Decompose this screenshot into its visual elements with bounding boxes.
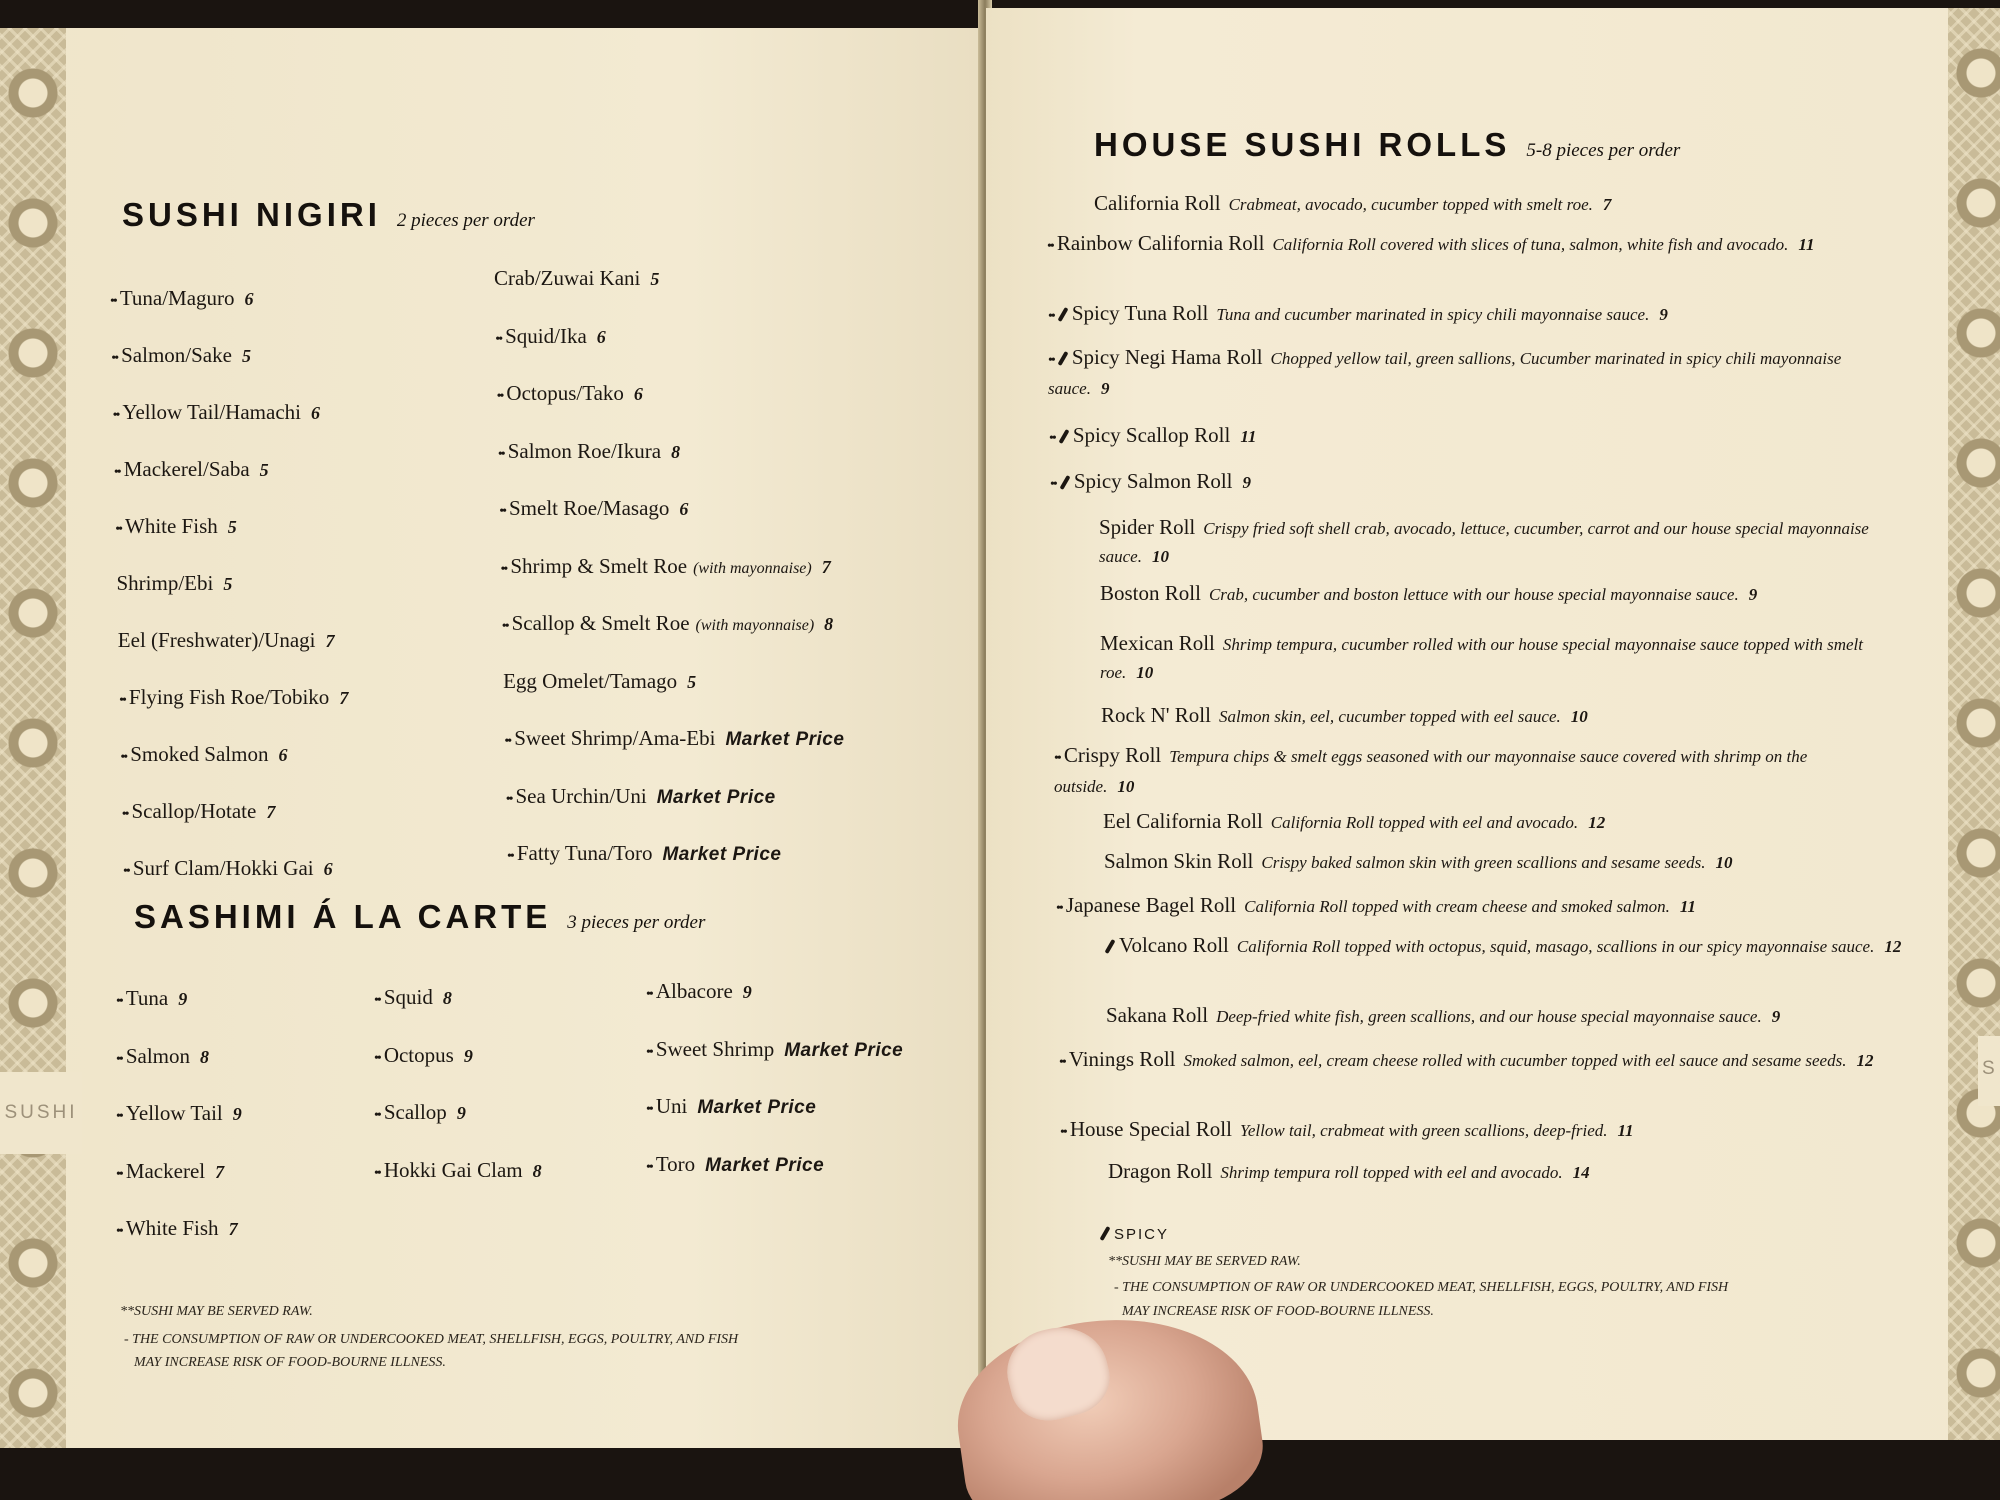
nigiri-title: SUSHI NIGIRI [122, 196, 381, 233]
item-name: Scallop/Hotate [131, 799, 257, 823]
item-price: 7 [325, 631, 335, 651]
rolls-subtitle: 5-8 pieces per order [1526, 140, 1681, 161]
spicy-legend [1100, 1226, 1169, 1243]
menu-item [494, 266, 659, 291]
left-footnote-warning-2: MAY INCREASE RISK OF FOOD-BOURNE ILLNESS. [134, 1355, 446, 1370]
raw-marker: •• [116, 1166, 122, 1182]
raw-marker: •• [121, 807, 128, 822]
roll-description: Tuna and cucumber marinated in spicy chili mayonnaise sauce. [1216, 305, 1650, 324]
roll-item [1103, 808, 1923, 836]
item-name: Squid [383, 985, 433, 1009]
menu-item [119, 685, 348, 710]
roll-item [1050, 468, 1870, 498]
roll-name: Crispy Roll [1063, 743, 1162, 767]
item-price: 7 [339, 688, 349, 708]
raw-marker: •• [507, 849, 513, 864]
ornamental-border-left [0, 28, 66, 1448]
raw-marker: •• [119, 693, 125, 708]
raw-marker: •• [1056, 901, 1062, 916]
menu-item [504, 726, 844, 751]
roll-item [1100, 630, 1920, 686]
roll-price: 12 [1856, 1051, 1874, 1070]
raw-marker: •• [1050, 477, 1056, 492]
item-name: Sea Urchin/Uni [515, 783, 647, 808]
roll-name: Spider Roll [1099, 515, 1196, 539]
roll-price: 9 [1659, 305, 1668, 324]
roll-price: 10 [1715, 853, 1733, 872]
roll-price: 10 [1151, 547, 1169, 566]
item-name: Salmon [125, 1043, 190, 1068]
chili-icon [1057, 307, 1068, 322]
item-price: 9 [463, 1045, 473, 1066]
roll-item [1049, 422, 1869, 452]
raw-marker: •• [116, 1224, 122, 1239]
raw-marker: •• [1048, 309, 1054, 324]
raw-marker: •• [646, 1044, 652, 1060]
menu-item [122, 799, 276, 824]
item-name: Surf Clam/Hokki Gai [132, 856, 314, 880]
menu-item [114, 457, 269, 482]
raw-marker: •• [1047, 239, 1053, 254]
roll-item [1099, 514, 1919, 570]
roll-name: California Roll [1094, 191, 1221, 215]
raw-marker: •• [374, 993, 380, 1008]
sashimi-title: SASHIMI Á LA CARTE [134, 898, 552, 935]
item-price: Market Price [656, 786, 776, 808]
raw-marker: •• [115, 522, 121, 537]
item-name: Uni [655, 1094, 688, 1118]
menu-item [116, 1101, 242, 1126]
menu-item [374, 985, 452, 1010]
roll-item [1108, 1158, 1928, 1186]
chili-icon [1105, 939, 1116, 954]
raw-marker: •• [120, 750, 127, 765]
item-price: Market Price [697, 1097, 817, 1118]
roll-name: Rock N' Roll [1101, 703, 1211, 727]
raw-marker: •• [1060, 1125, 1066, 1140]
menu-item [498, 439, 680, 464]
item-price: 6 [596, 326, 606, 347]
menu-item [507, 841, 781, 866]
menu-item [497, 381, 643, 406]
roll-item [1047, 230, 1867, 260]
roll-item [1105, 932, 1925, 960]
roll-item [1048, 344, 1868, 402]
menu-item [646, 1152, 824, 1177]
menu-item [506, 784, 776, 809]
menu-item [111, 343, 251, 368]
item-price: 5 [223, 574, 233, 594]
menu-item [113, 400, 320, 425]
item-name: Smoked Salmon [130, 742, 269, 766]
roll-price: 11 [1798, 235, 1815, 254]
item-name: White Fish [125, 1216, 219, 1240]
menu-page-left [0, 28, 982, 1448]
item-name: Crab/Zuwai Kani [494, 266, 641, 290]
roll-price: 14 [1572, 1163, 1590, 1182]
item-note: (with mayonnaise) [695, 617, 815, 634]
raw-marker: •• [505, 791, 512, 807]
item-name: Squid/Ika [505, 323, 587, 348]
menu-item [501, 554, 831, 579]
item-name: Shrimp/Ebi [116, 571, 214, 595]
menu-item [374, 1100, 466, 1125]
raw-marker: •• [112, 408, 119, 423]
item-price: 7 [821, 556, 831, 577]
roll-description: Crabmeat, avocado, cucumber topped with smelt roe. [1228, 195, 1593, 214]
roll-description: Deep-fried white fish, green scallions, and our house special mayonnaise sauce. [1216, 1007, 1762, 1026]
item-price: Market Price [784, 1039, 904, 1061]
right-footnote-warning-2: MAY INCREASE RISK OF FOOD-BOURNE ILLNESS. [1122, 1304, 1434, 1319]
item-price: 8 [824, 614, 834, 634]
menu-item [117, 571, 233, 596]
menu-item [374, 1158, 542, 1183]
roll-price: 11 [1617, 1121, 1634, 1140]
roll-description: Yellow tail, crabmeat with green scallions, deep-fried. [1239, 1121, 1608, 1140]
raw-marker: •• [111, 351, 118, 366]
roll-item [1054, 742, 1874, 800]
chili-icon [1059, 475, 1070, 490]
item-price: 6 [244, 289, 254, 309]
raw-marker: •• [374, 1165, 380, 1181]
menu-item [115, 514, 237, 539]
raw-marker: •• [1054, 751, 1060, 766]
roll-name: Mexican Roll [1100, 631, 1215, 655]
item-name: Mackerel [125, 1158, 206, 1183]
item-name: Yellow Tail/Hamachi [122, 400, 301, 424]
roll-name: Japanese Bagel Roll [1065, 893, 1237, 917]
side-tab-right: S [1978, 1036, 2000, 1106]
raw-marker: •• [1059, 1055, 1065, 1070]
menu-item [123, 856, 333, 881]
item-price: 6 [633, 384, 643, 404]
left-footnote-warning-1: - THE CONSUMPTION OF RAW OR UNDERCOOKED MEAT, SHELLFISH, EGGS, POULTRY, AND FISH [124, 1332, 739, 1347]
roll-price: 10 [1117, 777, 1135, 796]
raw-marker: •• [374, 1050, 380, 1066]
roll-name: Dragon Roll [1108, 1159, 1213, 1183]
roll-name: House Special Roll [1069, 1117, 1232, 1141]
item-price: 6 [310, 403, 320, 423]
roll-price: 11 [1679, 897, 1696, 916]
item-price: 5 [687, 671, 697, 692]
menu-item [646, 979, 752, 1004]
rolls-heading [1094, 126, 1680, 164]
roll-description: California Roll topped with cream cheese and smoked salmon. [1244, 897, 1670, 916]
roll-item [1059, 1046, 1879, 1076]
roll-description: Crispy fried soft shell crab, avocado, lettuce, cucumber, carrot and our house special mayonnaise sauce. [1099, 519, 1869, 566]
item-price: Market Price [725, 729, 845, 750]
item-price: 5 [227, 517, 237, 537]
menu-item [499, 496, 688, 521]
roll-name: Boston Roll [1100, 581, 1201, 605]
roll-item [1060, 1116, 1880, 1146]
item-name: Smelt Roe/Masago [509, 496, 670, 520]
roll-description: Shrimp tempura roll topped with eel and avocado. [1220, 1163, 1563, 1182]
raw-marker: •• [1048, 353, 1054, 368]
spicy-legend-label: SPICY [1114, 1226, 1170, 1243]
item-name: Tuna/Maguro [119, 286, 235, 310]
roll-item [1101, 702, 1921, 730]
roll-price: 10 [1570, 707, 1588, 726]
nigiri-heading [122, 196, 535, 234]
roll-price: 9 [1242, 473, 1251, 492]
roll-description: Chopped yellow tail, green sallions, Cucumber marinated in spicy chili mayonnaise sauce. [1048, 349, 1842, 398]
roll-price: 9 [1771, 1007, 1781, 1026]
item-price: 9 [178, 989, 188, 1009]
raw-marker: •• [646, 1159, 652, 1175]
roll-name: Salmon Skin Roll [1104, 849, 1254, 873]
item-price: 8 [532, 1160, 542, 1181]
raw-marker: •• [501, 619, 508, 634]
raw-marker: •• [496, 389, 503, 404]
raw-marker: •• [116, 1051, 122, 1067]
roll-name: Rainbow California Roll [1056, 231, 1265, 255]
menu-page-right [986, 8, 2000, 1440]
chili-icon [1058, 429, 1069, 444]
item-name: Egg Omelet/Tamago [503, 668, 678, 693]
roll-description: Smoked salmon, eel, cream cheese rolled with cucumber topped with eel sauce and sesame seeds. [1183, 1051, 1847, 1070]
raw-marker: •• [499, 504, 505, 519]
chili-icon [1057, 351, 1068, 366]
roll-item [1106, 1002, 1926, 1030]
menu-item [646, 1037, 903, 1062]
menu-item [503, 669, 696, 694]
menu-item [374, 1043, 473, 1068]
roll-price: 12 [1884, 937, 1902, 956]
menu-item [116, 1044, 209, 1069]
chili-icon [1100, 1226, 1111, 1241]
item-name: Mackerel/Saba [123, 457, 250, 481]
roll-name: Spicy Salmon Roll [1073, 469, 1233, 493]
roll-description: Tempura chips & smelt eggs seasoned with our mayonnaise sauce covered with shrimp on the outside. [1054, 747, 1808, 796]
item-name: Yellow Tail [125, 1101, 223, 1125]
item-name: Sweet Shrimp [655, 1036, 775, 1061]
menu-item [502, 611, 833, 636]
item-price: 7 [228, 1219, 238, 1239]
raw-marker: •• [646, 1102, 652, 1117]
nigiri-subtitle: 2 pieces per order [396, 210, 535, 231]
item-price: Market Price [662, 844, 782, 865]
item-name: Octopus [383, 1042, 454, 1067]
item-price: 5 [650, 269, 660, 289]
left-footnote-raw: **SUSHI MAY BE SERVED RAW. [120, 1304, 313, 1319]
item-name: Flying Fish Roe/Tobiko [128, 685, 330, 709]
roll-description: California Roll topped with eel and avocado. [1270, 813, 1579, 832]
item-name: Salmon Roe/Ikura [507, 438, 662, 463]
side-tab-sushi: SUSHI [0, 1072, 82, 1154]
roll-price: 12 [1588, 813, 1606, 832]
menu-item [116, 986, 187, 1011]
item-name: Sweet Shrimp/Ama-Ebi [514, 726, 716, 750]
item-price: 6 [679, 499, 689, 519]
roll-item [1100, 580, 1920, 608]
roll-price: 9 [1100, 379, 1110, 398]
raw-marker: •• [374, 1108, 380, 1123]
roll-price: 9 [1748, 585, 1758, 604]
roll-name: Eel California Roll [1103, 809, 1263, 833]
right-footnote-warning-1: - THE CONSUMPTION OF RAW OR UNDERCOOKED MEAT, SHELLFISH, EGGS, POULTRY, AND FISH [1114, 1280, 1729, 1295]
item-price: 5 [241, 346, 251, 366]
roll-price: 7 [1602, 195, 1612, 214]
item-name: Fatty Tuna/Toro [516, 841, 653, 865]
rolls-title: HOUSE SUSHI ROLLS [1094, 126, 1511, 163]
sashimi-heading [134, 898, 705, 936]
item-price: 9 [456, 1103, 466, 1123]
item-price: 9 [742, 982, 752, 1002]
item-price: 8 [442, 988, 452, 1008]
item-price: 5 [259, 460, 269, 480]
item-price: 8 [199, 1046, 209, 1067]
raw-marker: •• [116, 1109, 122, 1124]
raw-marker: •• [497, 446, 504, 462]
item-name: White Fish [125, 514, 218, 538]
item-price: 6 [278, 745, 288, 765]
raw-marker: •• [113, 465, 120, 480]
item-price: 9 [232, 1104, 242, 1124]
raw-marker: •• [646, 987, 652, 1002]
menu-item [495, 324, 605, 349]
item-name: Scallop [383, 1100, 447, 1124]
ornamental-border-right [1948, 8, 2000, 1440]
sashimi-subtitle: 3 pieces per order [567, 912, 706, 933]
roll-description: California Roll covered with slices of tuna, salmon, white fish and avocado. [1272, 235, 1789, 254]
roll-name: Vinings Roll [1068, 1047, 1176, 1071]
roll-price: 11 [1240, 427, 1257, 446]
raw-marker: •• [504, 734, 511, 749]
roll-price: 10 [1136, 663, 1154, 682]
menu-item [646, 1094, 816, 1119]
item-name: Shrimp & Smelt Roe [510, 553, 688, 578]
item-name: Toro [655, 1151, 696, 1176]
menu-item [116, 1159, 224, 1184]
item-price: Market Price [705, 1154, 825, 1176]
roll-item [1056, 892, 1876, 922]
roll-description: Shrimp tempura, cucumber rolled with our house special mayonnaise sauce topped with smelt roe. [1100, 635, 1864, 682]
menu-item [120, 742, 287, 767]
roll-description: Crispy baked salmon skin with green scallions and sesame seeds. [1261, 853, 1706, 872]
item-price: 7 [266, 802, 276, 822]
menu-item [110, 286, 254, 311]
roll-name: Spicy Tuna Roll [1071, 301, 1209, 325]
right-footnote-raw: **SUSHI MAY BE SERVED RAW. [1108, 1254, 1301, 1269]
item-name: Scallop & Smelt Roe [511, 611, 690, 635]
menu-item [116, 1216, 238, 1241]
roll-item [1048, 300, 1868, 330]
roll-item [1104, 848, 1924, 876]
roll-name: Sakana Roll [1106, 1003, 1209, 1027]
item-name: Tuna [125, 986, 169, 1010]
roll-item [1094, 190, 1914, 218]
raw-marker: •• [110, 294, 116, 309]
item-name: Albacore [655, 979, 733, 1003]
raw-marker: •• [495, 331, 502, 347]
item-note: (with mayonnaise) [693, 559, 812, 577]
roll-description: Crab, cucumber and boston lettuce with our house special mayonnaise sauce. [1208, 585, 1739, 604]
raw-marker: •• [1049, 431, 1055, 446]
raw-marker: •• [500, 561, 507, 577]
roll-description: California Roll topped with octopus, squid, masago, scallions in our spicy mayonnaise sauce. [1236, 937, 1875, 956]
item-price: 7 [215, 1161, 225, 1182]
raw-marker: •• [116, 994, 122, 1009]
item-price: 8 [671, 441, 681, 462]
raw-marker: •• [123, 864, 129, 879]
roll-name: Spicy Scallop Roll [1072, 423, 1231, 447]
item-price: 6 [323, 859, 333, 879]
roll-description: Salmon skin, eel, cucumber topped with eel sauce. [1218, 707, 1561, 726]
roll-name: Volcano Roll [1119, 933, 1229, 957]
item-name: Eel (Freshwater)/Unagi [117, 628, 316, 652]
item-name: Salmon/Sake [121, 343, 232, 367]
menu-item [118, 628, 335, 653]
roll-name: Spicy Negi Hama Roll [1071, 345, 1263, 369]
item-name: Octopus/Tako [506, 381, 624, 405]
item-name: Hokki Gai Clam [383, 1157, 523, 1182]
